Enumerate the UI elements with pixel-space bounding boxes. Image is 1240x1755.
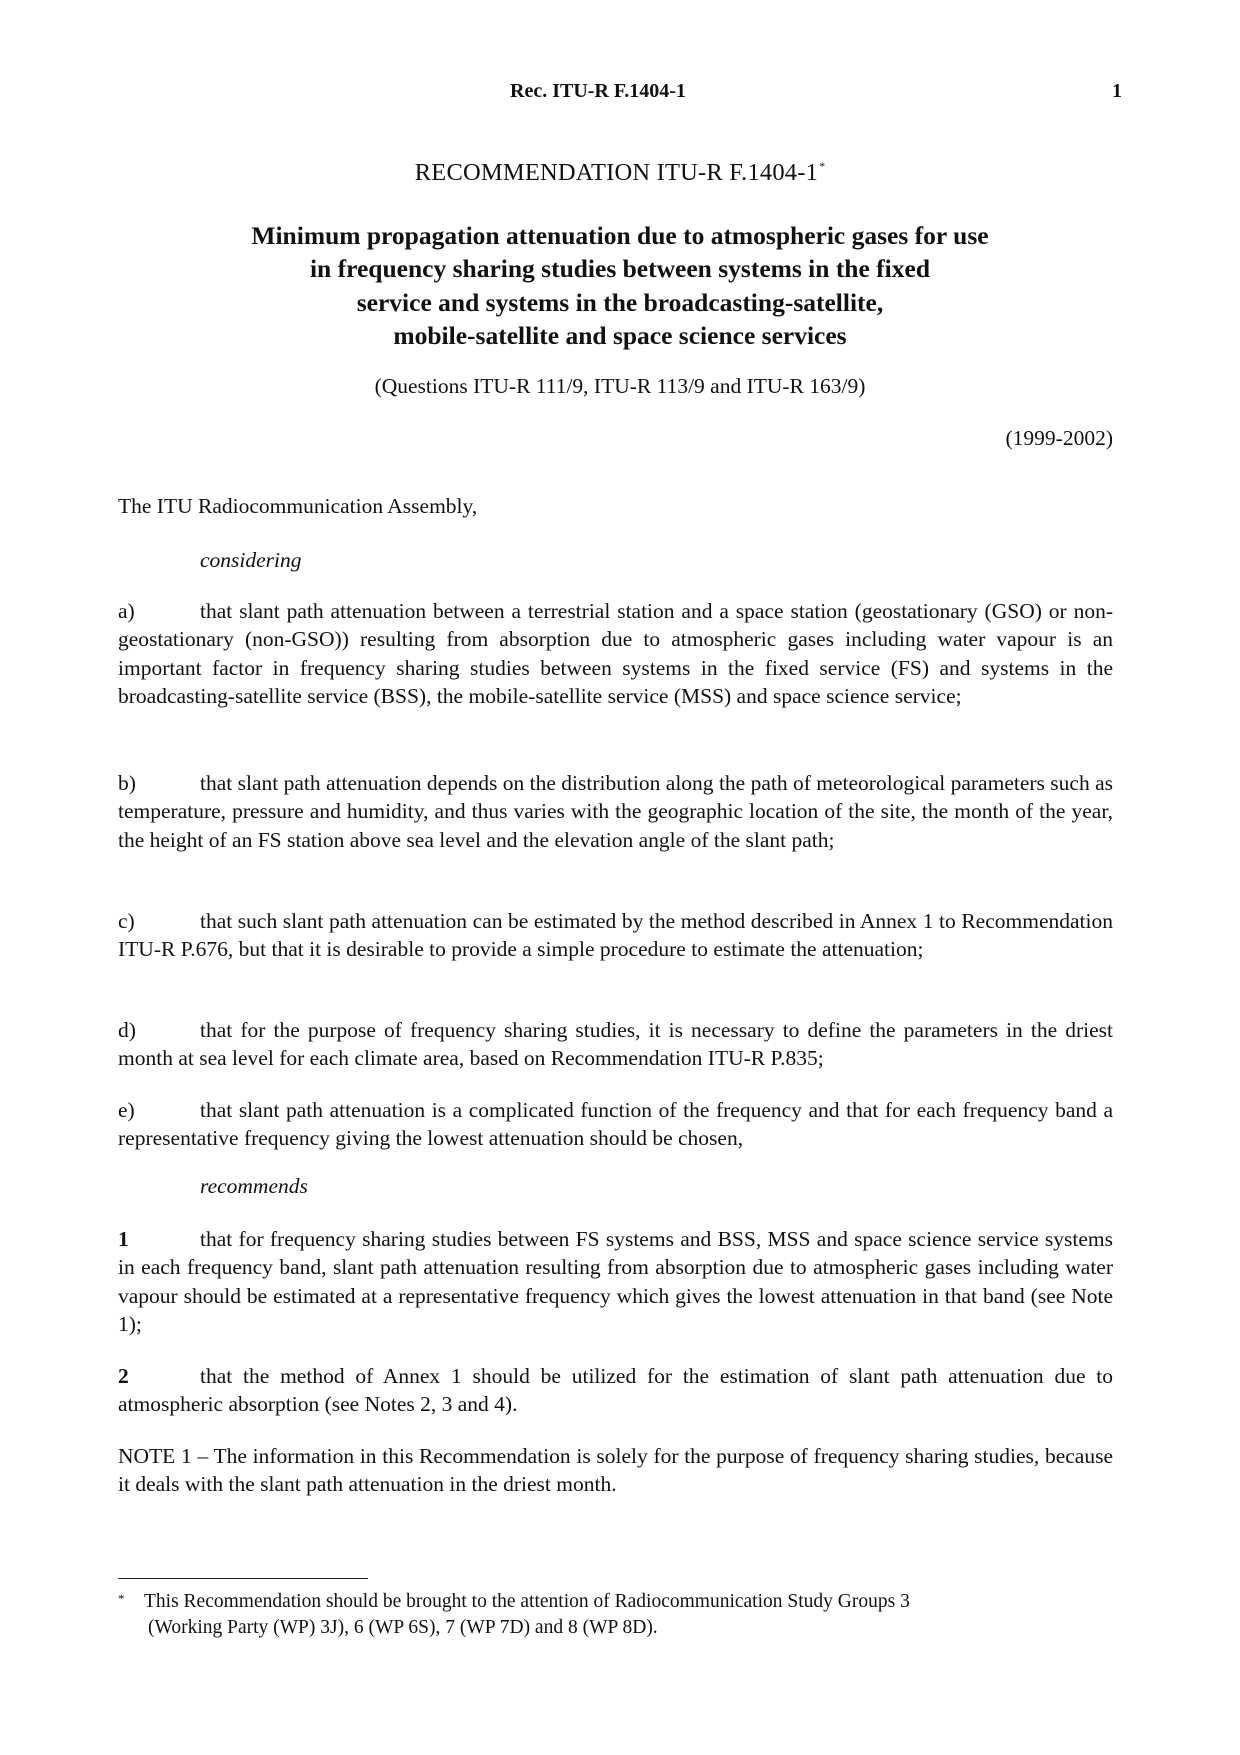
assembly-statement: The ITU Radiocommunication Assembly, — [118, 494, 478, 518]
recommends-heading: recommends — [200, 1174, 308, 1198]
footnote-reference[interactable]: * — [819, 159, 826, 173]
footnote-line: This Recommendation should be brought to the attention of Radiocommunication Study Groups 3 — [144, 1591, 910, 1612]
footnote — [118, 1589, 1113, 1641]
item-label: b) — [118, 771, 136, 795]
recommendation-label — [0, 151, 1240, 188]
title-line: mobile-satellite and space science services — [393, 320, 847, 350]
considering-item-a — [118, 597, 1113, 710]
document-title — [160, 219, 1080, 352]
questions-reference: (Questions ITU-R 111/9, ITU-R 113/9 and ITU-R 163/9) — [374, 374, 866, 398]
considering-heading: considering — [200, 548, 302, 572]
recommendation-label-text: RECOMMENDATION ITU-R F.1404-1 — [414, 159, 819, 186]
considering-item-e — [118, 1096, 1113, 1153]
running-header-title: Rec. ITU-R F.1404-1 — [510, 80, 686, 102]
title-line: in frequency sharing studies between systems in the fixed — [309, 254, 931, 284]
item-label: d) — [118, 1018, 136, 1042]
item-text: that slant path attenuation between a terrestrial station and a space station (geostationary (GSO) or non-geostationary (non-GSO)) resulting from absorption due to atmospheric gases including water vapour is an important factor in frequency sharing studies between systems in the fixed service (FS) and systems in the broadcasting-satellite service (BSS), the mobile-satellite service (MSS) and space science service; — [118, 599, 1113, 708]
item-label: e) — [118, 1098, 135, 1122]
item-label: 1 — [118, 1227, 129, 1251]
item-text: that such slant path attenuation can be estimated by the method described in Annex 1 to Recommendation ITU-R P.676, but that it is desirable to provide a simple procedure to estimate the attenuation; — [118, 909, 1113, 962]
item-text: that slant path attenuation depends on the distribution along the path of meteorological parameters such as temperature, pressure and humidity, and thus varies with the geographic location of the site, the month of the year, the height of an FS station above sea level and the elevation angle of the slant path; — [118, 771, 1113, 852]
footnote-separator — [118, 1578, 368, 1579]
approval-years: (1999-2002) — [1005, 426, 1113, 450]
title-line: service and systems in the broadcasting-satellite, — [356, 287, 884, 317]
item-text: that the method of Annex 1 should be utilized for the estimation of slant path attenuation due to atmospheric absorption (see Notes 2, 3 and 4). — [118, 1364, 1113, 1417]
item-label: 2 — [118, 1364, 129, 1388]
footnote-marker: * — [118, 1591, 125, 1606]
recommends-item-2 — [118, 1362, 1113, 1419]
item-label: c) — [118, 909, 135, 933]
page-number: 1 — [1112, 80, 1122, 102]
note-1: NOTE 1 – The information in this Recommendation is solely for the purpose of frequency sharing studies, because it deals with the slant path attenuation in the driest month. — [118, 1444, 1113, 1497]
title-line: Minimum propagation attenuation due to atmospheric gases for use — [251, 221, 989, 250]
item-text: that for the purpose of frequency sharing studies, it is necessary to define the parameters in the driest month at sea level for each climate area, based on Recommendation ITU-R P.835; — [118, 1018, 1113, 1071]
considering-item-b — [118, 769, 1113, 854]
item-text: that slant path attenuation is a complicated function of the frequency and that for each frequency band a representative frequency giving the lowest attenuation should be chosen, — [118, 1098, 1113, 1151]
footnote-line: (Working Party (WP) 3J), 6 (WP 6S), 7 (WP 7D) and 8 (WP 8D). — [148, 1617, 658, 1638]
considering-item-d — [118, 1016, 1113, 1073]
recommends-item-1 — [118, 1225, 1113, 1338]
item-text: that for frequency sharing studies between FS systems and BSS, MSS and space science service systems in each frequency band, slant path attenuation resulting from absorption due to atmospheric gases including water vapour should be estimated at a representative frequency which gives the lowest attenuation in that band (see Note 1); — [118, 1227, 1113, 1336]
item-label: a) — [118, 599, 135, 623]
considering-item-c — [118, 907, 1113, 964]
